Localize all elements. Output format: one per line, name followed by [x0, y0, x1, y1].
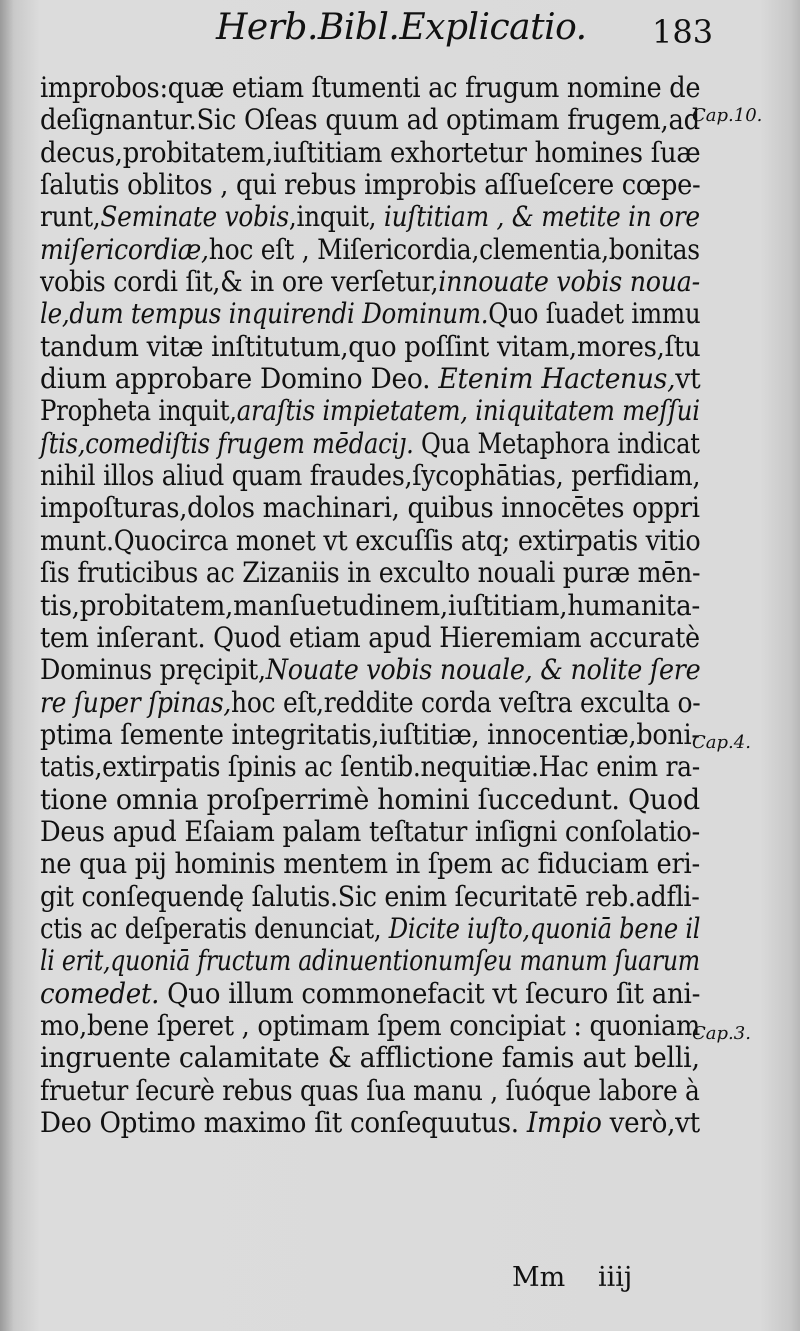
text-line [40, 620, 700, 654]
roman-text: improbos:quæ etiam ſtumenti ac frugum nomine de [40, 71, 701, 104]
roman-text: fruetur ſecurè rebus quas ſua manu , ſuóque labore à [40, 1073, 700, 1107]
text-line [40, 459, 701, 493]
roman-text: ptima ſemente integritatis,iuſtitiæ, innocentiæ,boni- [40, 717, 700, 751]
text-line [40, 1073, 700, 1107]
roman-text: verò,vt [601, 1106, 700, 1139]
roman-text: ingruente calamitate & afflictione famis aut belli, [40, 1041, 700, 1075]
text-line [40, 944, 700, 978]
roman-text: impoſturas,dolos machinari, quibus innocētes oppri [40, 491, 700, 525]
roman-text: deſignantur.Sic Oſeas quum ad optimam frugem,ad [40, 103, 700, 137]
margin-note-cap-3: Cap.3. [692, 1023, 751, 1044]
text-line [40, 556, 701, 590]
text-line [40, 71, 701, 104]
signature-number: iiij [598, 1262, 633, 1293]
text-line [40, 750, 700, 784]
roman-text: Propheta inquit, [40, 394, 237, 428]
roman-text: ſalutis oblitos , qui rebus improbis aſſueſcere cœpe- [40, 168, 701, 202]
italic-text: Impio [526, 1106, 602, 1139]
roman-text: Dominus pręcipit, [40, 653, 266, 687]
margin-note-cap-4: Cap.4. [692, 732, 751, 753]
roman-text: ctis ac deſperatis denunciat, [40, 911, 389, 945]
text-line [40, 911, 701, 945]
text-line [40, 847, 700, 881]
text-line [40, 717, 700, 751]
text-line [40, 491, 700, 525]
roman-text: tis,probitatem,manſuetudinem,iuſtitiam,humanita- [40, 588, 701, 622]
text-line [40, 297, 701, 331]
text-line [40, 362, 701, 396]
roman-text: ſis fruticibus ac Zizaniis in exculto nouali puræ mēn- [40, 556, 701, 590]
text-line [40, 426, 700, 460]
text-line [40, 588, 701, 622]
text-line [40, 879, 700, 913]
italic-text: ſtis,comediſtis frugem mēdaciȷ. [40, 426, 414, 460]
roman-text: hoc eſt , Miſericordia,clementia,bonitas [208, 232, 700, 266]
roman-text: ,inquit, [288, 200, 384, 234]
running-head-title: Herb.Bibl.Explicatio. [216, 7, 587, 48]
roman-text: munt.Quocirca monet vt excuſſis atq; extirpatis vitio [40, 523, 701, 557]
roman-text: vobis cordi ſit,& in ore verſetur, [40, 265, 439, 299]
text-line [40, 814, 700, 848]
italic-text: innouate vobis noua- [438, 265, 700, 299]
text-line [40, 1008, 700, 1042]
text-line [40, 200, 700, 234]
italic-text: li erit,quoniā fructum adinuentionumſeu manum ſuarum [40, 944, 700, 978]
signature-mark: Mm [512, 1262, 566, 1293]
text-line [40, 685, 701, 719]
text-line [40, 653, 701, 687]
roman-text: git conſequendę ſalutis.Sic enim ſecuritatē reb.adfli- [40, 879, 700, 913]
italic-text: araſtis impietatem, iniquitatem meſſui [236, 394, 700, 428]
body-text [40, 72, 700, 1139]
text-line [40, 168, 701, 202]
text-line [40, 1106, 700, 1139]
roman-text: Deo Optimo maximo ſit conſequutus. [40, 1106, 527, 1139]
italic-text: miſericordiæ, [40, 232, 209, 266]
text-line [40, 782, 700, 816]
text-line [40, 135, 701, 169]
roman-text: tandum vitæ inſtitutum,quo poſſint vitam,mores,ſtu [40, 329, 701, 363]
roman-text: Quo illum commonefacit vt ſecuro ſit ani- [159, 976, 701, 1010]
roman-text: nihil illos aliud quam fraudes,ſycophātias, perfidiam, [40, 459, 701, 493]
italic-text: iuſtitiam , & metite in ore [383, 200, 700, 234]
italic-text: le,dum tempus inquirendi Dominum. [40, 297, 489, 331]
italic-text: Nouate vobis nouale, & nolite ſere [265, 653, 701, 687]
text-line [40, 265, 700, 299]
roman-text: dium approbare Domino Deo. [40, 362, 439, 396]
roman-text: vt [675, 362, 701, 396]
page-number: 183 [652, 13, 714, 51]
roman-text: runt, [40, 200, 101, 234]
text-line [40, 1041, 700, 1075]
italic-text: comedet. [40, 976, 160, 1010]
italic-text: Etenim Hactenus, [438, 362, 676, 396]
text-line [40, 103, 700, 137]
italic-text: re ſuper ſpinas, [40, 685, 232, 719]
roman-text: tione omnia proſperrimè homini ſuccedunt. Quod [40, 782, 700, 816]
text-line [40, 394, 700, 428]
roman-text: Quo ſuadet immu [488, 297, 701, 331]
roman-text: decus,probitatem,iuſtitiam exhortetur homines ſuæ [40, 135, 701, 169]
roman-text: mo,bene ſperet , optimam ſpem concipiat : quoniam [40, 1008, 700, 1042]
text-line [40, 523, 701, 557]
text-line [40, 232, 700, 266]
roman-text: Deus apud Eſaiam palam teſtatur inſigni conſolatio- [40, 814, 700, 848]
text-line [40, 329, 701, 363]
italic-text: Seminate vobis [100, 200, 289, 234]
roman-text: Qua Metaphora indicat [413, 426, 700, 460]
italic-text: Dicite iuſto,quoniā bene il [388, 911, 701, 945]
text-line [40, 976, 701, 1010]
roman-text: tatis,extirpatis ſpinis ac ſentib.nequitiæ.Hac enim ra- [40, 750, 700, 784]
roman-text: hoc eſt,reddite corda veſtra exculta o- [231, 685, 701, 719]
margin-note-cap-10: Cap.10. [692, 105, 763, 126]
roman-text: ne qua pij hominis mentem in ſpem ac fiduciam eri- [40, 847, 700, 881]
roman-text: tem inſerant. Quod etiam apud Hieremiam accuratè [40, 620, 700, 654]
